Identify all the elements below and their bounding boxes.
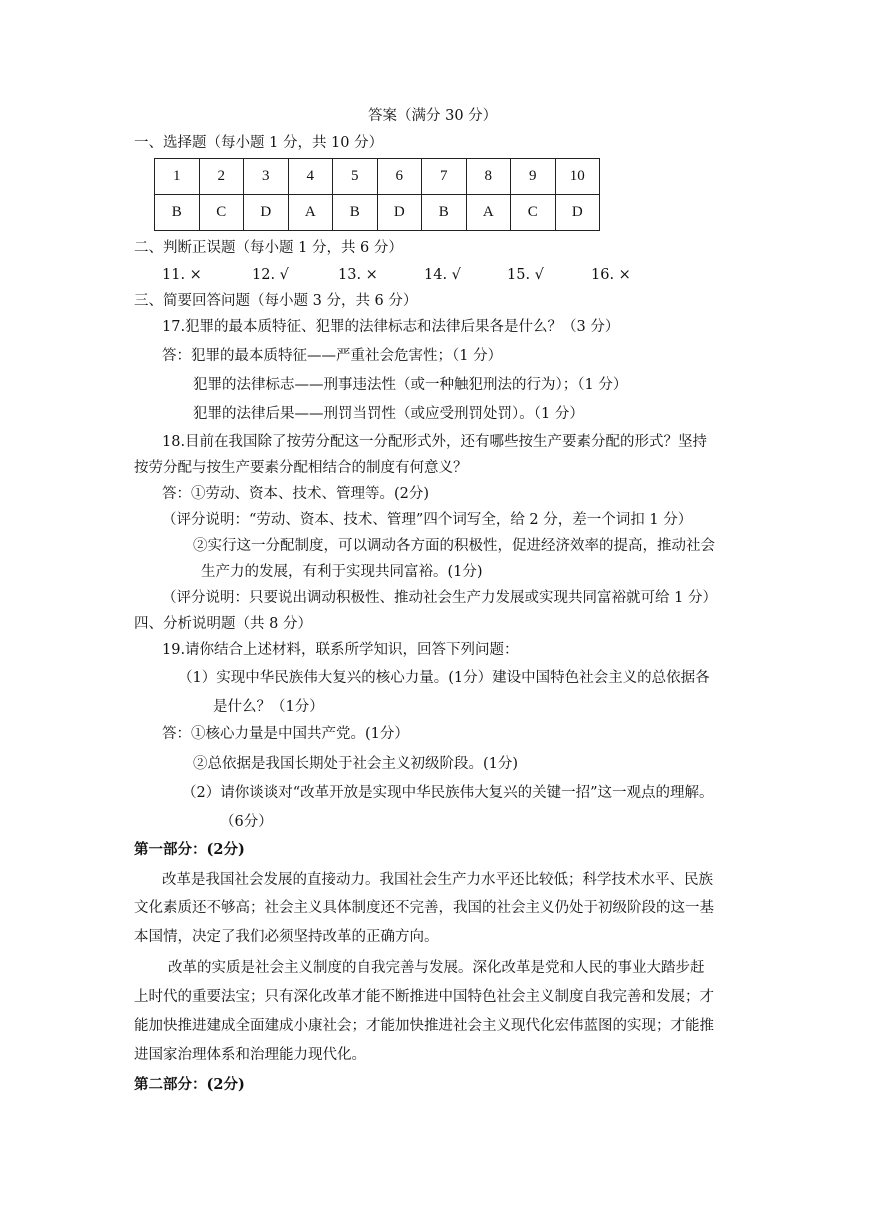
answer-table <box>154 158 600 231</box>
answer-18-line: 生产力的发展，有利于实现共同富裕。(1分) <box>201 564 483 580</box>
answer-17-line: 犯罪的法律后果——刑罚当罚性（或应受刑罚处罚）。（1 分） <box>193 406 584 422</box>
section2-heading: 二、判断正误题（每小题 1 分，共 6 分） <box>134 240 403 256</box>
question-18: 18.目前在我国除了按劳分配这一分配形式外，还有哪些按生产要素分配的形式？坚持 <box>162 434 708 450</box>
part1-heading: 第一部分：(2分) <box>134 841 245 858</box>
table-cell: 1 <box>155 159 200 195</box>
answer-17-line: 答：犯罪的最本质特征——严重社会危害性；（1 分） <box>162 348 503 364</box>
question-17: 17.犯罪的最本质特征、犯罪的法律标志和法律后果各是什么？（3 分） <box>162 319 620 335</box>
scoring-note: （评分说明：只要说出调动积极性、推动社会生产力发展或实现共同富裕就可给 1 分） <box>162 590 717 606</box>
table-cell: B <box>333 195 378 231</box>
section1-heading: 一、选择题（每小题 1 分，共 10 分） <box>134 135 384 151</box>
table-cell: D <box>555 195 600 231</box>
table-cell: 7 <box>422 159 467 195</box>
table-cell: B <box>155 195 200 231</box>
tf-item: 16. × <box>591 267 631 283</box>
question-19-2: （2）请你谈谈对“改革开放是实现中华民族伟大复兴的关键一招”这一观点的理解。 <box>182 785 714 801</box>
table-cell: 8 <box>466 159 511 195</box>
page-title: 答案（满分 30 分） <box>368 108 498 124</box>
paragraph-line: 文化素质还不够高；社会主义具体制度还不完善，我国的社会主义仍处于初级阶段的这一基 <box>134 900 714 916</box>
tf-item: 13. × <box>338 267 378 283</box>
table-cell: 10 <box>555 159 600 195</box>
table-cell: B <box>422 195 467 231</box>
section3-heading: 三、简要回答问题（每小题 3 分，共 6 分） <box>134 293 418 309</box>
answer-19-line: 答：①核心力量是中国共产党。(1分） <box>162 726 409 742</box>
question-19-1: （1）实现中华民族伟大复兴的核心力量。(1分）建设中国特色社会主义的总依据各 <box>178 670 710 686</box>
question-18-cont: 按劳分配与按生产要素分配相结合的制度有何意义？ <box>134 460 468 476</box>
answer-18-line: ②实行这一分配制度，可以调动各方面的积极性，促进经济效率的提高，推动社会 <box>193 538 715 554</box>
answer-19-line: ②总依据是我国长期处于社会主义初级阶段。(1分) <box>193 756 519 772</box>
table-cell: C <box>511 195 556 231</box>
question-19-1-cont: 是什么？（1分） <box>213 699 324 715</box>
tf-item: 15. √ <box>507 267 544 283</box>
table-cell: A <box>466 195 511 231</box>
paragraph-line: 上时代的重要法宝；只有深化改革才能不断推进中国特色社会主义制度自我完善和发展；才 <box>134 989 714 1005</box>
question-19-2-cont: （6分） <box>220 814 273 830</box>
table-cell: 4 <box>288 159 333 195</box>
tf-item: 11. × <box>162 267 202 283</box>
part2-heading: 第二部分：(2分) <box>134 1076 245 1093</box>
table-cell: D <box>244 195 289 231</box>
table-cell: 5 <box>333 159 378 195</box>
table-row <box>155 195 600 231</box>
answer-17-line: 犯罪的法律标志——刑事违法性（或一种触犯刑法的行为）；（1 分） <box>193 377 628 393</box>
section4-heading: 四、分析说明题（共 8 分） <box>134 616 312 632</box>
table-cell: D <box>377 195 422 231</box>
paragraph-line: 本国情，决定了我们必须坚持改革的正确方向。 <box>134 929 439 945</box>
table-cell: 3 <box>244 159 289 195</box>
paragraph-line: 进国家治理体系和治理能力现代化。 <box>134 1047 366 1063</box>
table-cell: 2 <box>199 159 244 195</box>
table-row <box>155 159 600 195</box>
table-cell: C <box>199 195 244 231</box>
answer-18-line: 答：①劳动、资本、技术、管理等。(2分) <box>162 486 430 502</box>
paragraph-line: 能加快推进建成全面建成小康社会；才能加快推进社会主义现代化宏伟蓝图的实现；才能推 <box>134 1018 714 1034</box>
table-cell: 6 <box>377 159 422 195</box>
tf-item: 12. √ <box>252 267 289 283</box>
tf-item: 14. √ <box>424 267 461 283</box>
question-19: 19.请你结合上述材料，联系所学知识，回答下列问题： <box>162 642 519 658</box>
paragraph-line: 改革是我国社会发展的直接动力。我国社会生产力水平还比较低；科学技术水平、民族 <box>162 872 713 888</box>
paragraph-line: 改革的实质是社会主义制度的自我完善与发展。深化改革是党和人民的事业大踏步赶 <box>168 960 705 976</box>
table-cell: 9 <box>511 159 556 195</box>
table-cell: A <box>288 195 333 231</box>
scoring-note: （评分说明：“劳动、资本、技术、管理”四个词写全，给 2 分，差一个词扣 1 分） <box>162 512 693 528</box>
